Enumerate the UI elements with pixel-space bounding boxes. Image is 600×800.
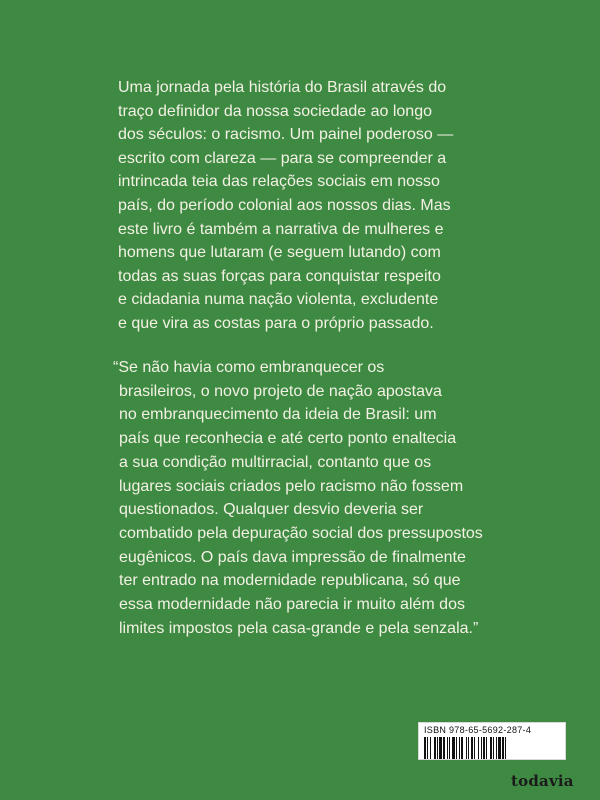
quote-line: “Se não havia como embranquecer os — [113, 359, 385, 376]
blurb-line: país, do período colonial aos nossos dias. Mas — [118, 196, 451, 214]
barcode-stripe — [478, 737, 479, 759]
blurb-line: Uma jornada pela história do Brasil através do — [118, 79, 447, 96]
barcode-stripe — [449, 737, 450, 759]
barcode-stripe — [452, 737, 455, 759]
blurb-line: este livro é também a narrativa de mulheres e — [118, 220, 444, 238]
blurb-line: intrincada teia das relações sociais em nosso — [118, 173, 440, 191]
blurb-line: homens que lutaram (e seguem lutando) com — [118, 244, 441, 262]
barcode-stripe — [505, 737, 506, 759]
barcode-stripe — [493, 737, 494, 759]
quote-line: brasileiros, o novo projeto de nação apostava — [119, 382, 442, 400]
barcode-stripe — [447, 737, 448, 759]
blurb-line: todas as suas forças para conquistar respeito — [118, 267, 441, 285]
barcode-stripe — [430, 737, 431, 759]
quote-line: a sua condição multirracial, contanto que os — [119, 453, 432, 471]
barcode-stripe — [443, 737, 445, 759]
barcode-stripe — [486, 737, 487, 759]
barcode-stripe — [496, 737, 497, 759]
blurb-line: e que vira as costas para o próprio passado. — [118, 314, 434, 332]
barcode-stripe — [474, 737, 475, 759]
quote-line: essa modernidade não parecia ir muito além dos — [119, 596, 465, 614]
blurb-line: escrito com clareza — para se compreender a — [118, 149, 447, 167]
barcode-stripe — [466, 737, 467, 759]
isbn-label: ISBN 978-65-5692-287-4 — [424, 725, 532, 735]
barcode-stripe — [483, 737, 485, 759]
quote-line: lugares sociais criados pelo racismo não fossem — [119, 477, 464, 495]
blurb-line: traço definidor da nossa sociedade ao longo — [118, 102, 432, 120]
barcode-stripe — [461, 737, 463, 759]
barcode-stripe — [459, 737, 460, 759]
barcode-stripe — [498, 737, 501, 759]
quote-line: combatido pela depuração social dos pressupostos — [119, 524, 483, 542]
barcode-stripe — [471, 737, 473, 759]
barcode-stripe — [424, 737, 426, 759]
quote-line: eugênicos. O país dava impressão de finalmente — [119, 548, 466, 566]
barcode-stripe — [481, 737, 482, 759]
barcode-stripe — [502, 737, 504, 759]
barcode-stripe — [468, 737, 469, 759]
blurb-line: e cidadania numa nação violenta, excludente — [118, 291, 439, 309]
barcode-stripe — [434, 737, 436, 759]
quote-line: país que reconhecia e até certo ponto enaltecia — [119, 430, 457, 448]
barcode-stripe — [439, 737, 442, 759]
blurb-line: dos séculos: o racismo. Um painel poderoso — — [118, 126, 454, 144]
quote-line: questionados. Qualquer desvio deveria ser — [119, 501, 424, 519]
barcode — [422, 737, 562, 759]
blurb-paragraph — [118, 76, 458, 336]
barcode-stripe — [437, 737, 438, 759]
isbn-barcode-box — [418, 722, 566, 760]
barcode-stripe — [490, 737, 492, 759]
quote-line: ter entrado na modernidade republicana, só que — [119, 572, 461, 590]
publisher-logo: todavia — [511, 772, 574, 790]
quote-line: no embranquecimento da ideia de Brasil: um — [119, 406, 437, 424]
barcode-stripe — [427, 737, 428, 759]
quote-line: limites impostos pela casa-grande e pela senzala.” — [119, 619, 479, 637]
quote-excerpt — [113, 356, 483, 640]
barcode-stripe — [456, 737, 457, 759]
